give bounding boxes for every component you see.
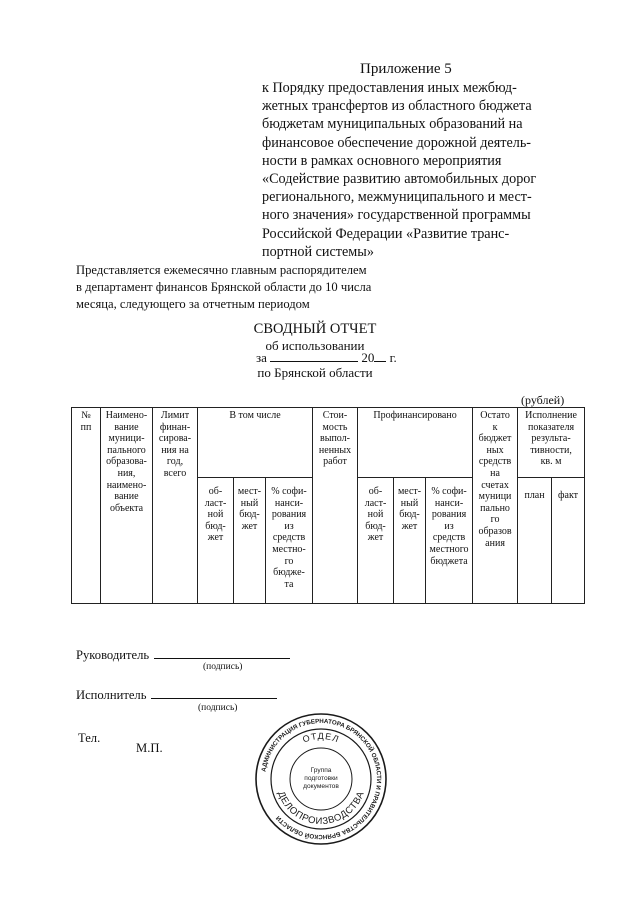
- submission-line: месяца, следующего за отчетным периодом: [76, 297, 310, 311]
- executor-signature-hint: (подпись): [198, 703, 238, 713]
- report-period: [256, 350, 397, 366]
- submission-line: в департамент финансов Брянской области до 10 числа: [76, 280, 372, 294]
- sub-local-budget: мест- ный бюд- жет: [234, 478, 266, 604]
- period-blank: [270, 351, 358, 362]
- header-funded: Профинансировано: [358, 408, 473, 478]
- report-table: [71, 407, 585, 604]
- period-suffix: г.: [389, 350, 397, 365]
- head-label: Руководитель: [76, 648, 150, 662]
- header-balance: Остато к бюджет ных средств на счетах муници пально го образов ания: [473, 408, 518, 604]
- report-title: СВОДНЫЙ ОТЧЕТ: [253, 321, 377, 337]
- header-including: В том числе: [198, 408, 313, 478]
- sub-regional-budget: об- ласт- ной бюд- жет: [198, 478, 234, 604]
- appendix-line: ного значения» государственной программы: [262, 207, 531, 224]
- appendix-line: финансовое обеспечение дорожной деятель-: [262, 134, 532, 151]
- stamp-top-text: ОТДЕЛ: [301, 730, 341, 745]
- report-subtitle: об использовании: [265, 338, 365, 353]
- stamp-center-word: подготовки: [304, 775, 338, 782]
- report-region: по Брянской области: [257, 365, 373, 380]
- sub-cofinancing: % софи- нанси- рования из средств местно- го бюдже- та: [266, 478, 313, 604]
- sub-plan: план: [518, 478, 552, 604]
- period-prefix: за: [256, 350, 267, 365]
- head-signature-line[interactable]: [154, 648, 290, 659]
- head-signature-hint: (подпись): [203, 662, 243, 672]
- appendix-line: жетных трансфертов из областного бюджета: [262, 98, 532, 115]
- appendix-line: к Порядку предоставления иных межбюд-: [262, 80, 517, 96]
- header-limit: Лимит финан- сирова- ния на год, всего: [153, 408, 198, 604]
- appendix-line: бюджетам муниципальных образований на: [262, 116, 523, 133]
- sub-cofinancing-funded: % софи- нанси- рования из средств местного бюджета: [426, 478, 473, 604]
- executor-signature: [76, 688, 277, 703]
- executor-label: Исполнитель: [76, 688, 147, 702]
- header-name: Наимено- вание муници- пального образова- ния, наимено- вание объекта: [101, 408, 153, 604]
- header-performance: Исполнение показателя результа- тивности, кв. м: [518, 408, 585, 478]
- submission-line: Представляется ежемесячно главным распорядителем: [76, 263, 367, 277]
- sub-fact: факт: [552, 478, 585, 604]
- appendix-line: «Содействие развитию автомобильных дорог: [262, 171, 537, 188]
- office-stamp: [254, 712, 388, 846]
- stamp-center-word: Группа: [310, 767, 332, 774]
- phone-label: Тел.: [78, 731, 101, 745]
- appendix-title: Приложение 5: [360, 61, 452, 77]
- executor-signature-line[interactable]: [151, 688, 277, 699]
- sub-local-budget-funded: мест- ный бюд- жет: [394, 478, 426, 604]
- stamp-center-word: документов: [303, 783, 339, 790]
- head-signature: [76, 648, 290, 663]
- seal-place-label: М.П.: [136, 741, 163, 755]
- header-num: № пп: [72, 408, 101, 604]
- header-cost: Стои- мость выпол- ненных работ: [313, 408, 358, 604]
- report-heading: [200, 320, 430, 354]
- appendix-line: портной системы»: [262, 243, 374, 260]
- stamp-center-text: [303, 767, 339, 790]
- sub-regional-budget-funded: об- ласт- ной бюд- жет: [358, 478, 394, 604]
- year-blank: [374, 351, 386, 362]
- appendix-line: Российской Федерации «Развитие транс-: [262, 225, 510, 242]
- period-year: 20: [361, 350, 375, 365]
- stamp-outer-text: АДМИНИСТРАЦИЯ ГУБЕРНАТОРА БРЯНСКОЙ ОБЛАСТИ И ПРАВИТЕЛЬСТВА БРЯНСКОЙ ОБЛАСТИ: [260, 717, 383, 841]
- report-unit: (рублей): [521, 393, 565, 407]
- appendix-description: [262, 79, 567, 261]
- stamp-bottom-text: ДЕЛОПРОИЗВОДСТВА: [275, 789, 367, 828]
- submission-note: [76, 262, 406, 313]
- appendix-line: регионального, межмуниципального и мест-: [262, 189, 532, 206]
- appendix-line: ности в рамках основного мероприятия: [262, 152, 502, 169]
